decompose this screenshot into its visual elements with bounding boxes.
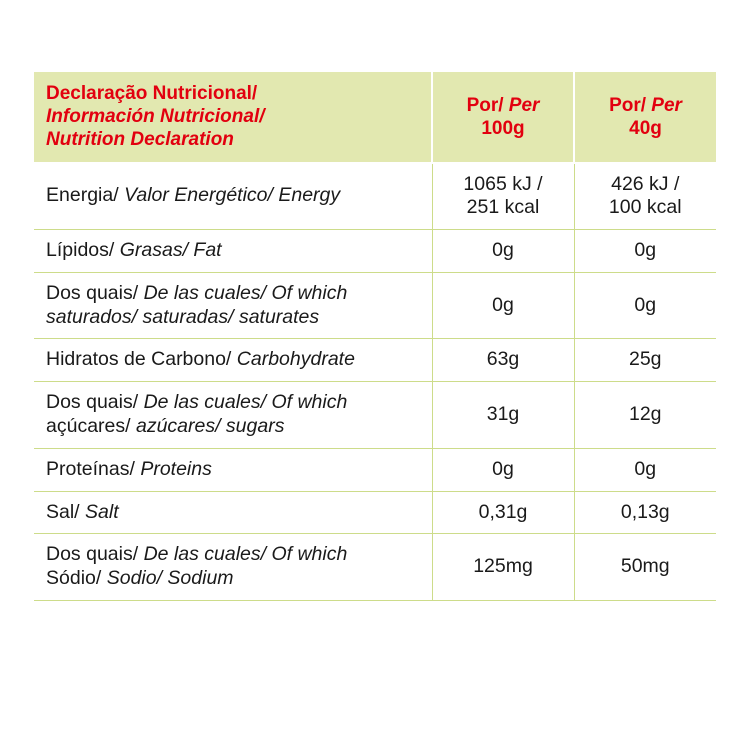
header-per-100g-line2: 100g	[481, 117, 525, 139]
header-line-en: Nutrition Declaration	[46, 129, 234, 151]
row-label-line1	[46, 282, 420, 306]
row-value-per40: 0g	[574, 230, 716, 273]
header-per-100g-line1	[445, 94, 561, 117]
row-label-line2	[46, 567, 420, 591]
row-label-line1	[46, 348, 420, 372]
row-label-line2: saturados/ saturadas/ saturates	[46, 305, 320, 328]
row-label-saturates	[34, 272, 432, 339]
row-label-italic: Salt	[85, 500, 119, 523]
row-label-italic: Valor Energético/ Energy	[124, 184, 341, 207]
row-value-per100: 1065 kJ / 251 kcal	[432, 163, 574, 230]
header-per-100g-per: Per	[508, 94, 540, 116]
table-row	[34, 272, 716, 339]
row-label-carbohydrate	[34, 339, 432, 382]
table-row	[34, 491, 716, 534]
table-row	[34, 339, 716, 382]
row-value-per40: 0,13g	[574, 491, 716, 534]
header-per-40g-prefix: Por/	[609, 94, 652, 116]
table-header-row	[34, 72, 716, 163]
row-label-line2-italic: azúcares/ sugars	[135, 414, 285, 437]
row-value-per100: 31g	[432, 382, 574, 449]
header-per-40g-line2: 40g	[629, 117, 662, 139]
row-value-per100: 0g	[432, 272, 574, 339]
table-row	[34, 230, 716, 273]
table-row	[34, 382, 716, 449]
row-label-line1	[46, 501, 420, 525]
row-label-proteins	[34, 448, 432, 491]
row-label-sodium	[34, 534, 432, 601]
header-cell-declaration	[34, 72, 432, 163]
row-value-per100: 0,31g	[432, 491, 574, 534]
table-body	[34, 163, 716, 601]
row-value-per100: 125mg	[432, 534, 574, 601]
nutrition-declaration-table	[34, 72, 716, 601]
row-label-line2-plain: Sódio/	[46, 567, 107, 590]
nutrition-table-wrapper	[34, 72, 716, 601]
row-label-plain: Dos quais/	[46, 391, 144, 414]
header-line-es: Información Nutricional/	[46, 106, 265, 128]
row-value-per40: 12g	[574, 382, 716, 449]
row-label-line1	[46, 391, 420, 415]
table-row	[34, 163, 716, 230]
row-label-line2	[46, 415, 420, 439]
row-label-line1	[46, 543, 420, 567]
row-label-line1	[46, 239, 420, 263]
row-label-line1	[46, 458, 420, 482]
row-label-italic: Carbohydrate	[236, 348, 355, 371]
row-label-energy	[34, 163, 432, 230]
row-value-per100: 63g	[432, 339, 574, 382]
row-label-line2-italic: Sodio/ Sodium	[106, 567, 234, 590]
row-label-italic: De las cuales/ Of which	[143, 391, 348, 414]
row-label-line2-plain: açúcares/	[46, 414, 136, 437]
row-value-per100: 0g	[432, 448, 574, 491]
row-label-fat	[34, 230, 432, 273]
row-value-per40: 25g	[574, 339, 716, 382]
row-label-italic: Proteins	[140, 457, 212, 480]
row-label-italic: De las cuales/ Of which	[143, 281, 348, 304]
row-value-per40: 0g	[574, 272, 716, 339]
row-label-plain: Lípidos/	[46, 239, 120, 262]
row-value-per40: 50mg	[574, 534, 716, 601]
row-label-plain: Dos quais/	[46, 543, 144, 566]
header-cell-per-100g	[432, 72, 574, 163]
row-label-plain: Sal/	[46, 500, 86, 523]
row-label-line1	[46, 184, 420, 208]
table-row	[34, 534, 716, 601]
row-label-sugars	[34, 382, 432, 449]
row-label-plain: Hidratos de Carbono/	[46, 348, 237, 371]
row-label-salt	[34, 491, 432, 534]
row-label-plain: Energia/	[46, 184, 125, 207]
header-line-pt: Declaração Nutricional/	[46, 83, 258, 104]
header-per-40g-line1	[587, 94, 704, 117]
header-per-40g-per: Per	[651, 94, 682, 116]
row-value-per100: 0g	[432, 230, 574, 273]
row-label-plain: Proteínas/	[46, 457, 141, 480]
table-header	[34, 72, 716, 163]
row-label-italic: De las cuales/ Of which	[143, 543, 348, 566]
row-value-per40: 0g	[574, 448, 716, 491]
header-cell-per-40g	[574, 72, 716, 163]
table-row	[34, 448, 716, 491]
header-per-100g-prefix: Por/	[466, 94, 509, 116]
row-label-plain: Dos quais/	[46, 281, 144, 304]
row-label-italic: Grasas/ Fat	[119, 239, 222, 262]
row-value-per40: 426 kJ / 100 kcal	[574, 163, 716, 230]
